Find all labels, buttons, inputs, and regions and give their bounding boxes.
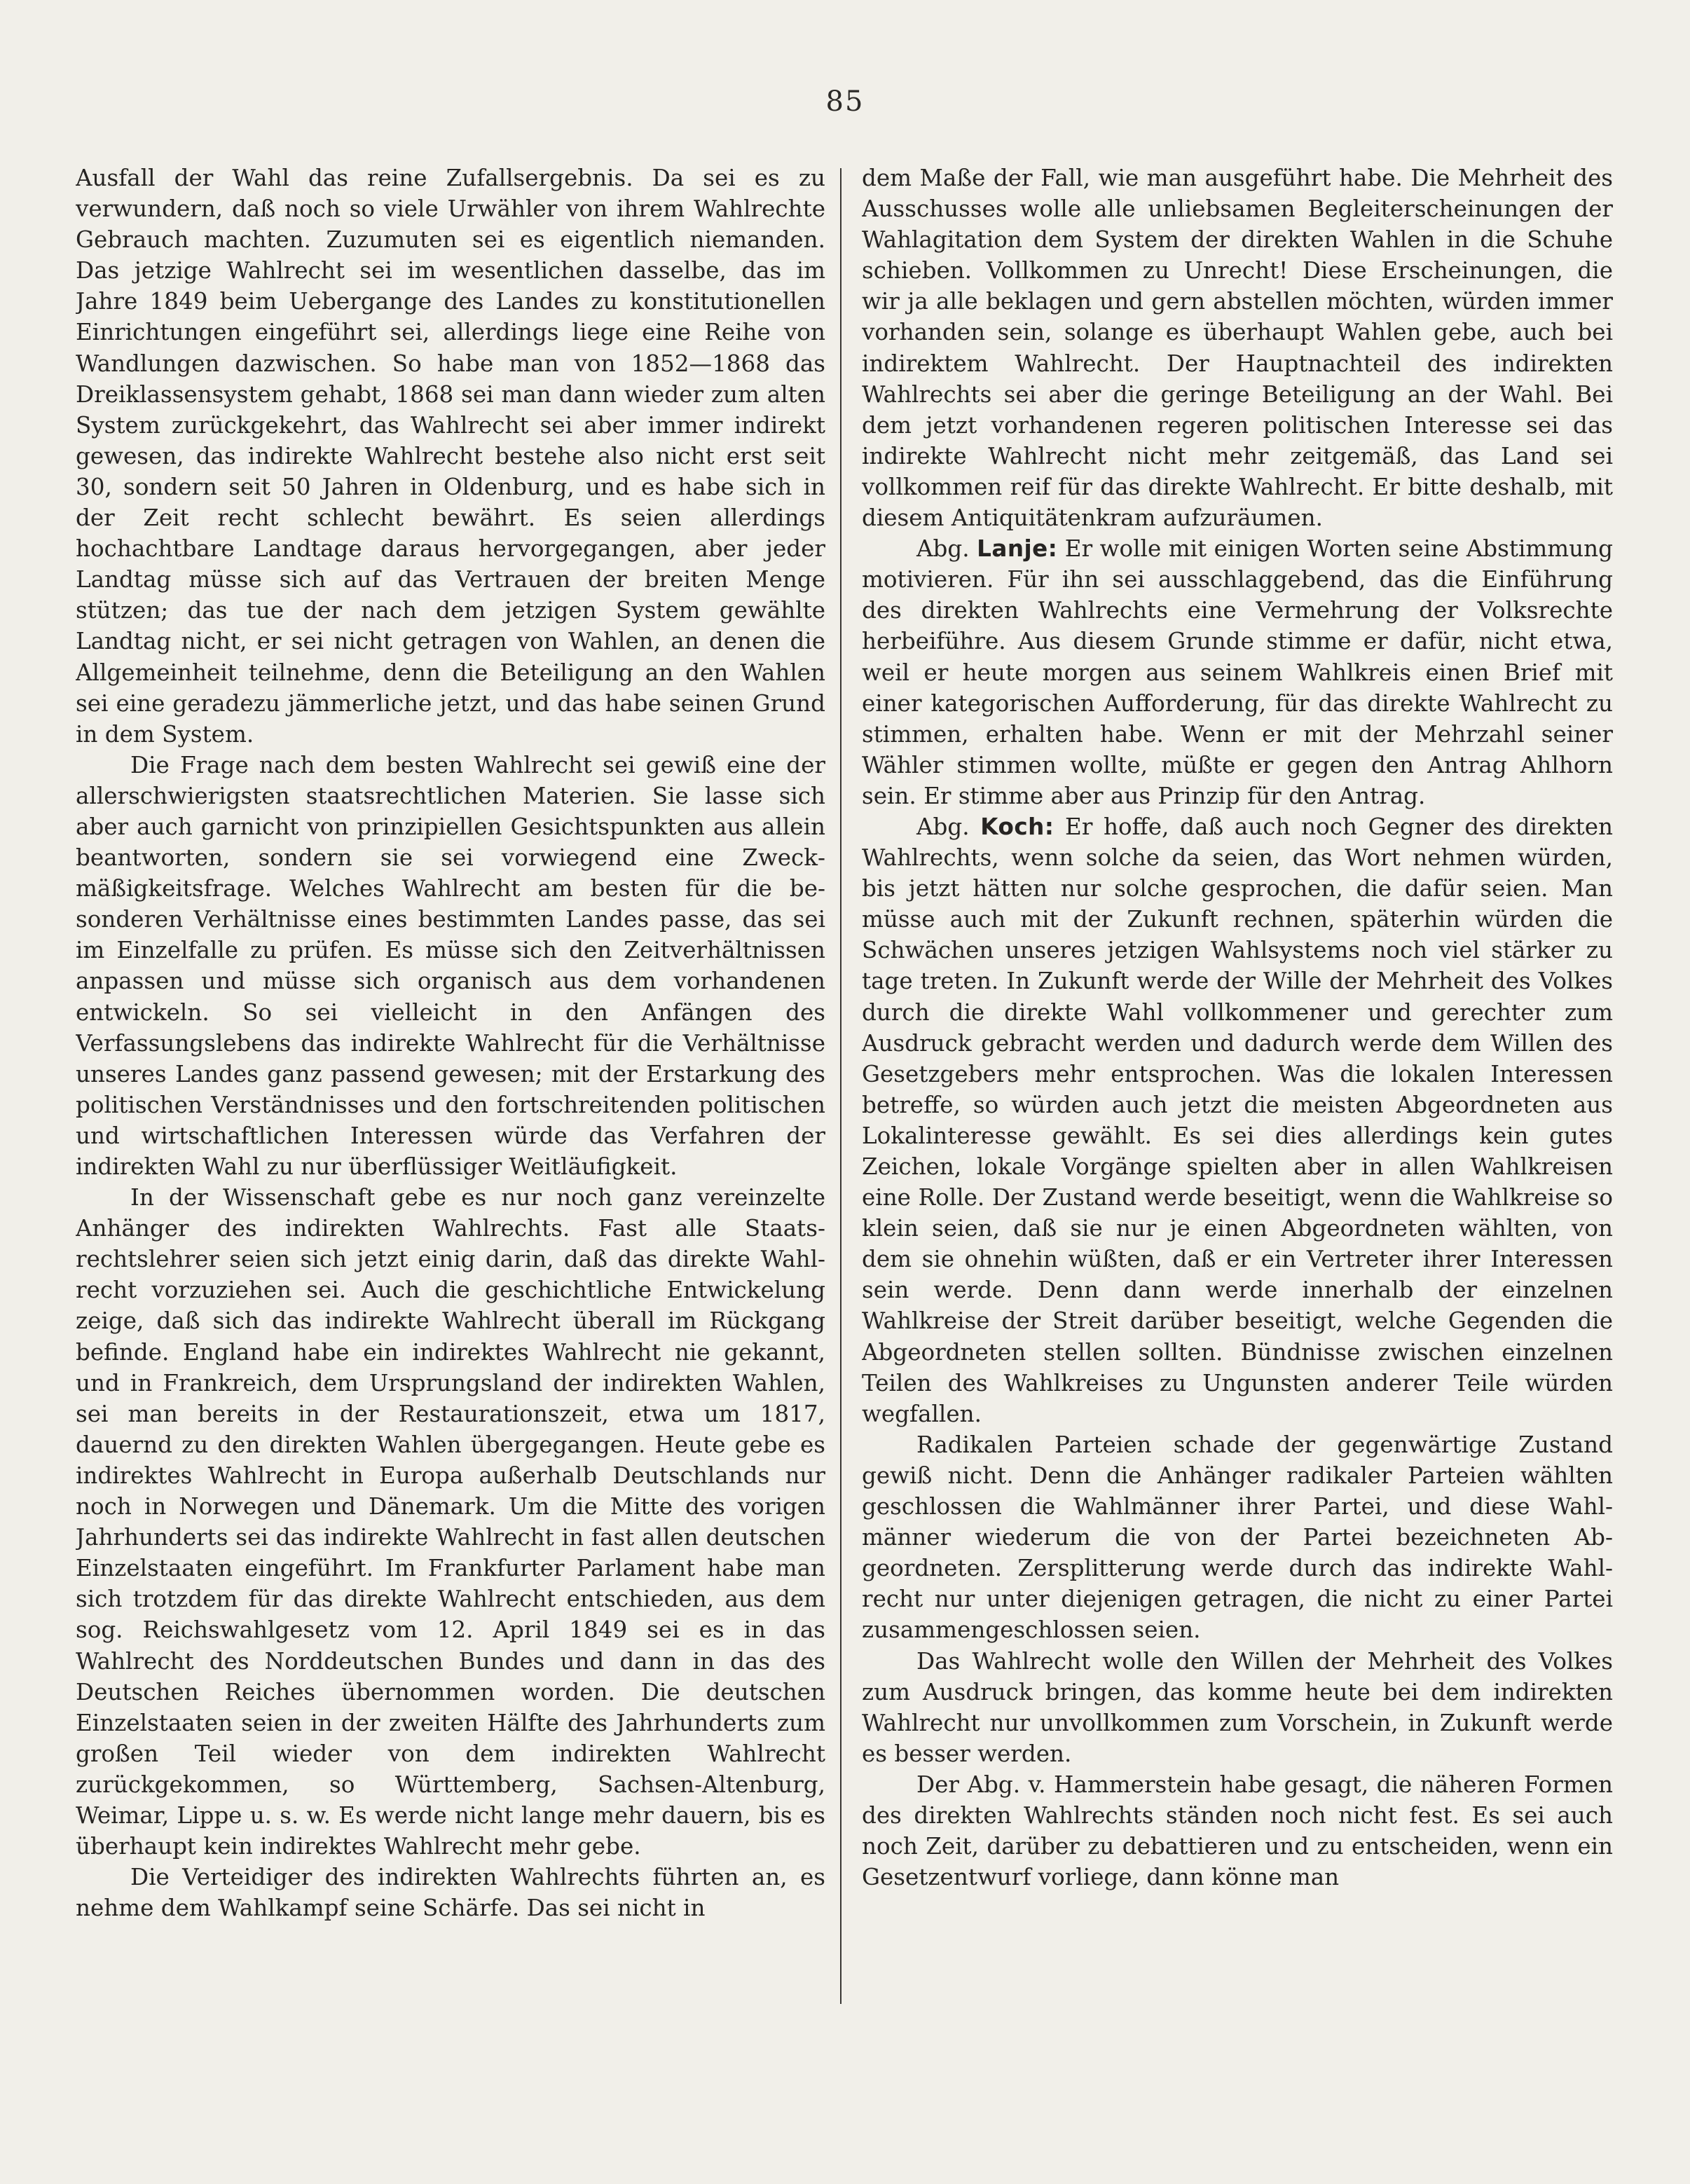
- paragraph: Die Frage nach dem besten Wahlrecht sei gewiß eine der allerschwierigsten staatsrechtlichen Materien. Sie lasse sich aber auch garnicht von prinzipiellen Gesichtspunkten aus allein beantworten, sondern sie sei vorwiegend eine Zweckmäßigkeitsfrage. Welches Wahlrecht am besten für die besonderen Verhältnisse eines bestimmten Landes passe, das sei im Einzelfalle zu prüfen. Es müsse sich den Zeitverhältnissen anpassen und müsse sich organisch aus dem vorhandenen entwickeln. So sei vielleicht in den Anfängen des Verfassungslebens das indirekte Wahlrecht für die Verhältnisse unseres Landes ganz passend gewesen; mit der Erstarkung des politischen Verständnisses und den fortschreitenden politischen und wirtschaftlichen Interessen würde das Verfahren der indirekten Wahl zu nur überflüssiger Weitläufigkeit.: [76, 751, 825, 1180]
- left-column: [76, 163, 825, 2152]
- speaker-name: Koch:: [980, 813, 1054, 840]
- right-column: [862, 163, 1613, 2152]
- paragraph: dem Maße der Fall, wie man ausgeführt habe. Die Mehrheit des Ausschusses wolle alle unliebsamen Begleiterscheinungen der Wahlagitation dem System der direkten Wahlen in die Schuhe schieben. Vollkommen zu Unrecht! Diese Erscheinungen, die wir ja alle beklagen und gern abstellen möchten, würden immer vorhanden sein, solange es überhaupt Wahlen gebe, auch bei indirektem Wahlrecht. Der Hauptnachteil des indirekten Wahlrechts sei aber die geringe Beteiligung an der Wahl. Bei dem jetzt vorhandenen regeren politischen Interesse sei das indirekte Wahlrecht nicht mehr zeitgemäß, das Land sei vollkommen reif für das direkte Wahlrecht. Er bitte deshalb, mit diesem Antiquitätenkram aufzuräumen.: [862, 165, 1613, 532]
- paragraph-text: Er hoffe, daß auch noch Gegner des direkten Wahlrechts, wenn solche da seien, das Wort nehmen würden, bis jetzt hätten nur solche gesprochen, die dafür seien. Man müsse auch mit der Zukunft rechnen, späterhin würden die Schwächen unseres jetzigen Wahlsystems noch viel stärker zu tage treten. In Zukunft werde der Wille der Mehrheit des Volkes durch die direkte Wahl vollkommener und gerechter zum Ausdruck gebracht werden und dadurch werde dem Willen des Gesetzgebers mehr entsprochen. Was die lokalen Interessen betreffe, so würden auch jetzt die meisten Abgeordneten aus Lokalinteresse gewählt. Es sei dies allerdings kein gutes Zeichen, lokale Vorgänge spielten aber in allen Wahlkreisen eine Rolle. Der Zustand werde beseitigt, wenn die Wahlkreise so klein seien, daß sie nur je einen Abgeordneten wählten, von dem sie ohnehin wüßten, daß er ein Vertreter ihrer Interessen sein werde. Denn dann werde innerhalb der einzelnen Wahlkreise der Streit darüber beseitigt, welche Gegenden die Abgeordneten stellen sollten. Bündnisse zwischen einzelnen Teilen des Wahlkreises zu Ungunsten anderer Teile würden wegfallen.: [862, 813, 1613, 1427]
- speaker-prefix: Abg.: [916, 813, 970, 840]
- speaker-prefix: Abg.: [916, 535, 970, 563]
- column-divider: [840, 168, 841, 2004]
- paragraph: In der Wissenschaft gebe es nur noch ganz vereinzelte Anhänger des indirekten Wahlrechts. Fast alle Staatsrechtslehrer seien sich jetzt einig darin, daß das direkte Wahlrecht vorzuziehen sei. Auch die geschichtliche Entwickelung zeige, daß sich das indirekte Wahlrecht überall im Rückgang befinde. England habe ein indirektes Wahlrecht nie gekannt, und in Frankreich, dem Ursprungsland der indirekten Wahlen, sei man bereits in der Restaurationszeit, etwa um 1817, dauernd zu den direkten Wahlen übergegangen. Heute gebe es indirektes Wahlrecht in Europa außerhalb Deutschlands nur noch in Norwegen und Dänemark. Um die Mitte des vorigen Jahrhunderts sei das indirekte Wahlrecht in fast allen deutschen Einzelstaaten eingeführt. Im Frankfurter Parlament habe man sich trotzdem für das direkte Wahlrecht entschieden, aus dem sog. Reichswahlgesetz vom 12. April 1849 sei es in das Wahlrecht des Norddeutschen Bundes und dann in das des Deutschen Reiches übernommen worden. Die deutschen Einzelstaaten seien in der zweiten Hälfte des Jahrhunderts zum großen Teil wieder von dem indirekten Wahlrecht zurückgekommen, so Württemberg, Sachsen-Altenburg, Weimar, Lippe u. s. w. Es werde nicht lange mehr dauern, bis es überhaupt kein indirektes Wahlrecht mehr gebe.: [76, 1184, 825, 1860]
- speaker-name: Lanje:: [977, 535, 1058, 563]
- paragraph: Die Verteidiger des indirekten Wahlrechts führten an, es nehme dem Wahlkampf seine Schärfe. Das sei nicht in: [76, 1864, 825, 1922]
- paragraph: Radikalen Parteien schade der gegenwärtige Zustand gewiß nicht. Denn die Anhänger radikaler Parteien wählten geschlossen die Wahlmänner ihrer Partei, und diese Wahlmänner wiederum die von der Partei bezeichneten Abgeordneten. Zersplitterung werde durch das indirekte Wahlrecht nur unter diejenigen getragen, die nicht zu einer Partei zusammengeschlossen seien.: [862, 1431, 1613, 1644]
- page-number: 85: [825, 85, 865, 118]
- paragraph: Das Wahlrecht wolle den Willen der Mehrheit des Volkes zum Ausdruck bringen, das komme heute bei dem indirekten Wahlrecht nur unvollkommen zum Vorschein, in Zukunft werde es besser werden.: [862, 1647, 1613, 1767]
- paragraph: [862, 811, 1613, 1429]
- paragraph: Ausfall der Wahl das reine Zufallsergebnis. Da sei es zu verwundern, daß noch so viele Urwähler von ihrem Wahlrechte Gebrauch machten. Zuzumuten sei es eigentlich niemanden. Das jetzige Wahlrecht sei im wesentlichen dasselbe, das im Jahre 1849 beim Uebergange des Landes zu konstitutionellen Einrichtungen eingeführt sei, allerdings liege eine Reihe von Wandlungen dazwischen. So habe man von 1852—1868 das Dreiklassensystem gehabt, 1868 sei man dann wieder zum alten System zurückgekehrt, das Wahlrecht sei aber immer indirekt gewesen, das indirekte Wahlrecht bestehe also nicht erst seit 30, sondern seit 50 Jahren in Oldenburg, und es habe sich in der Zeit recht schlecht bewährt. Es seien allerdings hochachtbare Landtage daraus hervorgegangen, aber jeder Landtag müsse sich auf das Vertrauen der breiten Menge stützen; das tue der nach dem jetzigen System gewählte Landtag nicht, er sei nicht getragen von Wahlen, an denen die Allgemeinheit teilnehme, denn die Beteiligung an den Wahlen sei eine geradezu jämmerliche jetzt, und das habe seinen Grund in dem System.: [76, 165, 825, 748]
- paragraph: [862, 533, 1613, 811]
- paragraph: Der Abg. v. Hammerstein habe gesagt, die näheren Formen des direkten Wahlrechts ständen noch nicht fest. Es sei auch noch Zeit, darüber zu debattieren und zu entscheiden, wenn ein Gesetzentwurf vorliege, dann könne man: [862, 1771, 1613, 1891]
- paragraph-text: Er wolle mit einigen Worten seine Abstimmung motivieren. Für ihn sei ausschlaggebend, das die Einführung des direkten Wahlrechts eine Vermehrung der Volksrechte herbeiführe. Aus diesem Grunde stimme er dafür, nicht etwa, weil er heute morgen aus seinem Wahlkreis einen Brief mit einer kategorischen Aufforderung, für das direkte Wahlrecht zu stimmen, erhalten habe. Wenn er mit der Mehrzahl seiner Wähler stimmen wollte, müßte er gegen den Antrag Ahlhorn sein. Er stimme aber aus Prinzip für den Antrag.: [862, 535, 1613, 809]
